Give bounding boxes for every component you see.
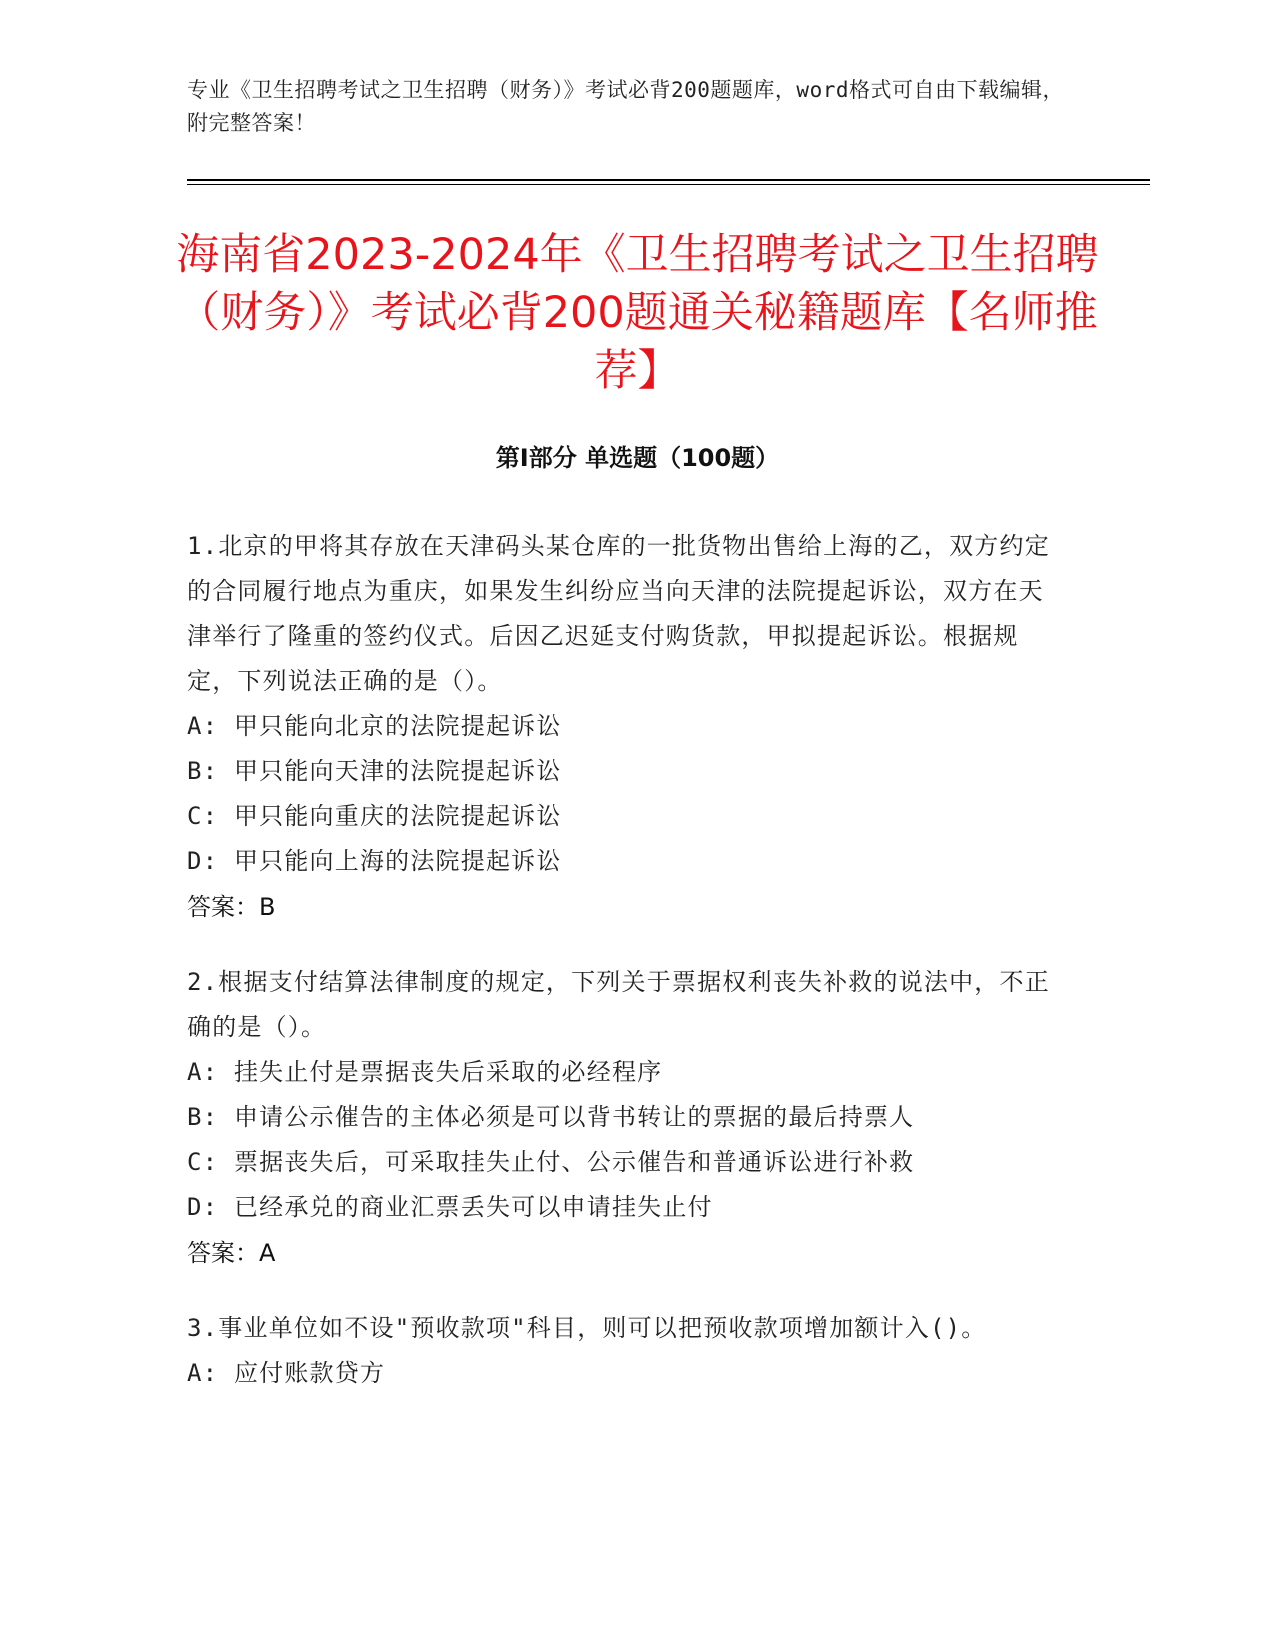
header-rule-thin: [187, 184, 1150, 185]
question-stem: 3.事业单位如不设"预收款项"科目，则可以把预收款项增加额计入()。: [187, 1314, 987, 1342]
option-a: A: 甲只能向北京的法院提起诉讼: [187, 712, 562, 740]
answer: 答案：A: [187, 1239, 276, 1267]
question-stem: 1.北京的甲将其存放在天津码头某仓库的一批货物出售给上海的乙，双方约定的合同履行地点为重庆，如果发生纠纷应当向天津的法院提起诉讼，双方在天津举行了隆重的签约仪式。后因乙迟延支付购货款，甲拟提起诉讼。根据规定，下列说法正确的是（）。: [187, 532, 1050, 695]
header-note: 专业《卫生招聘考试之卫生招聘（财务）》考试必背200题题库，word格式可自由下载编辑，附完整答案！: [187, 78, 1064, 135]
option-b: B: 甲只能向天津的法院提起诉讼: [187, 757, 562, 785]
question-list: [187, 524, 1067, 1426]
option-a: A: 挂失止付是票据丧失后采取的必经程序: [187, 1058, 663, 1086]
header-rule-thick: [187, 179, 1150, 181]
option-d: D: 已经承兑的商业汇票丢失可以申请挂失止付: [187, 1193, 713, 1221]
option-c: C: 票据丧失后，可采取挂失止付、公示催告和普通诉讼进行补救: [187, 1148, 915, 1176]
option-c: C: 甲只能向重庆的法院提起诉讼: [187, 802, 562, 830]
question-1: [187, 524, 1067, 930]
question-stem: 2.根据支付结算法律制度的规定，下列关于票据权利丧失补救的说法中，不正确的是（）。: [187, 968, 1050, 1041]
option-d: D: 甲只能向上海的法院提起诉讼: [187, 847, 562, 875]
section-title: 第I部分 单选题（100题）: [495, 444, 780, 472]
question-2: [187, 960, 1067, 1276]
document-title: 海南省2023-2024年《卫生招聘考试之卫生招聘（财务）》考试必背200题通关秘籍题库【名师推荐】: [176, 230, 1099, 396]
option-b: B: 申请公示催告的主体必须是可以背书转让的票据的最后持票人: [187, 1103, 915, 1131]
answer: 答案：B: [187, 893, 276, 921]
option-a: A: 应付账款贷方: [187, 1359, 386, 1387]
question-3: [187, 1306, 1067, 1396]
